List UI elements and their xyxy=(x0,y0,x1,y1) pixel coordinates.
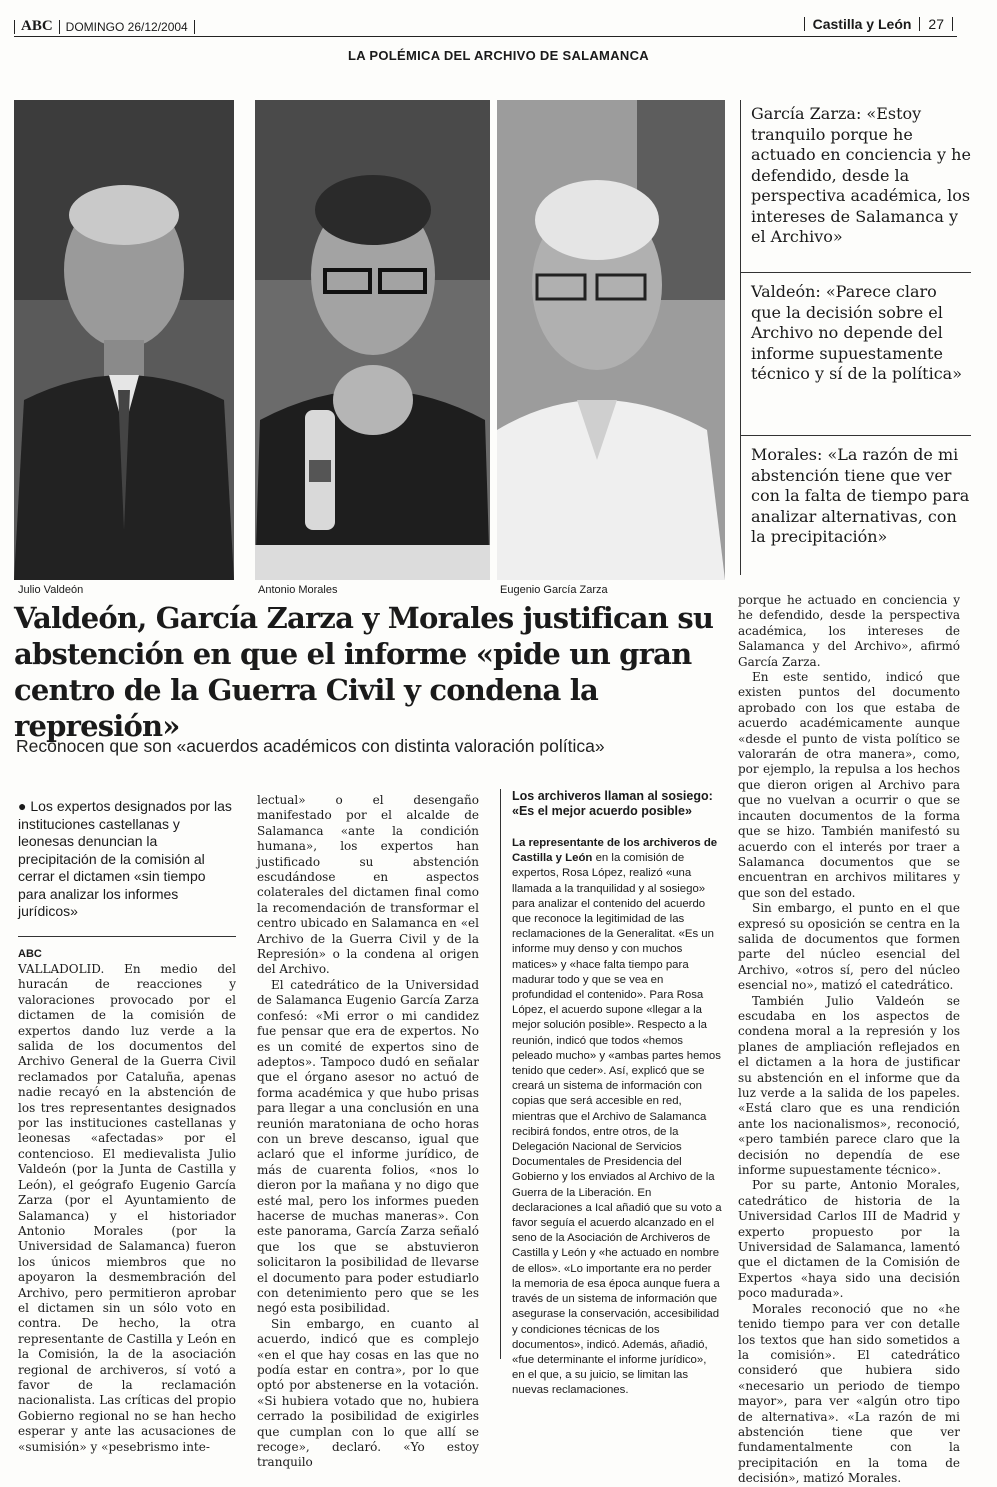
divider xyxy=(59,20,60,34)
paragraph: Morales reconoció que no «he tenido tiempo para ver con detalle los textos que han sido sometidos a la comisión». El catedrático consideró que hubiera sido «necesario un periodo de tiempo mayor», para ver «algún otro tipo de alternativa». «La razón de mi abstención tiene que ver fundamentalmente con la precipitación en la toma de decisión», matizó Morales. xyxy=(738,1301,960,1486)
section-title: LA POLÉMICA DEL ARCHIVO DE SALAMANCA xyxy=(348,48,649,63)
byline: ABC xyxy=(18,948,42,960)
divider xyxy=(14,20,15,34)
divider xyxy=(194,20,195,34)
pull-quote: Valdeón: «Parece claro que la decisión sobre el Archivo no depende del informe supuestamente técnico y sí de la política» xyxy=(751,282,962,383)
sidebar-title xyxy=(512,789,720,819)
paragraph: VALLADOLID. En medio del huracán de reacciones y valoraciones provocado por el dictamen de la comisión de expertos dando luz verde a la salida de los documentos del Archivo General de la Guerra Civil reclamados por Cataluña, apenas nadie recayó en la abstención de los tres representantes designados por las instituciones castellanas y leonesas «afectadas» por el contencioso. El medievalista Julio Valdeón (por la Junta de Castilla y León), el geógrafo Eugenio García Zarza (por el Ayuntamiento de Salamanca) y el historiador Antonio Morales (por la Universidad de Salamanca) fueron los únicos miembros que no apoyaron la desmembración del Archivo, pero permitieron aprobar el dictamen sin un sólo voto en contra. De hecho, la otra representante de Castilla y León en la Comisión, la de la asociación regional de archiveros, sí votó a favor de la reclamación nacionalista. Las críticas del propio Gobierno regional no se han hecho esperar y ante las acusaciones de «sumisión» y «pesebrismo inte- xyxy=(18,962,236,1454)
subheadline: Reconocen que son «acuerdos académicos con distinta valoración política» xyxy=(16,736,605,756)
photo-caption: Julio Valdeón xyxy=(18,584,84,596)
photo-antonio-morales xyxy=(255,100,490,580)
paragraph: Sin embargo, el punto en el que expresó su oposición se centra en la salida de documentos que formen parte del núcleo esencial del Archivo, «otros sí, pero del núcleo esencial no», matizó el catedrático. xyxy=(738,901,960,993)
paragraph: porque he actuado en conciencia y he defendido, desde la perspectiva académica, los intereses de Salamanca y del Archivo», afirmó García Zarza. xyxy=(738,593,960,669)
divider xyxy=(804,17,805,31)
page-header-left xyxy=(14,18,195,35)
newspaper-logo: ABC xyxy=(21,18,53,34)
paragraph: Por su parte, Antonio Morales, catedrático de historia de la Universidad Carlos III de Madrid y experto propuesto por la Universidad de Salamanca, lamentó que el dictamen de la Comisión de Expertos «haya sido una decisión poco madurada». xyxy=(738,1178,960,1301)
sidebar-text: en la comisión de expertos, Rosa López, realizó «una llamada a la tranquilidad y al sosiego» para analizar el contenido del acuerdo que reconoce la legitimidad de las reclamaciones de la Generalitat. «Es un informe muy denso y con muchos matices» y «hace falta tiempo para madurar todo y que se vea en profundidad el contenido». Para Rosa López, el acuerdo supone «llegar a la mejor solución posible». Respecto a la reunión, indicó que todos «hemos peleado mucho» y «ambas partes hemos tenido que ceder». Así, explicó que se creará un sistema de información con copias que será accesible en red, mientras que el Archivo de Salamanca recibirá fondos, entre otros, de la Delegación Nacional de Servicios Documentales de Presidencia del Gobierno y los enviados al Archivo de la Guerra de la Liberación. En declaraciones a Ical añadió que su voto a favor seguía el acuerdo alcanzado en el seno de la Asociación de Archiveros de Castilla y León y «he actuado en nombre de ellos». «Lo importante era no perder la memoria de esa época aunque fuera a través de un sistema de información que asegurase la conservación, accesibilidad y condiciones técnicas de los documentos», indicó. Además, añadió, «fue determinante el informe jurídico», en el que, a su juicio, se limitan las nuevas reclamaciones. xyxy=(512,852,722,1397)
photo-caption: Antonio Morales xyxy=(258,584,338,596)
pull-quote: Morales: «La razón de mi abstención tiene que ver con la falta de tiempo para analizar alternativas, con la precipitación» xyxy=(751,445,970,546)
photo-eugenio-garcia-zarza xyxy=(497,100,725,580)
page-number: 27 xyxy=(928,16,944,32)
paragraph: También Julio Valdeón se escudaba en los aspectos de condena moral a la represión y los planes de ampliación reflejados en el dictamen a la hora de justificar su abstención en el informe que da luz verde a la salida de los papeles. «Está claro que es una rendición ante los nacionalismos», reconoció, «pero también parece claro que la decisión no dependía de ese informe supuestamente técnico». xyxy=(738,993,960,1178)
sidebar-body xyxy=(512,836,722,1399)
sidebar-title-line: Los archiveros llaman al sosiego: xyxy=(512,789,713,803)
page-header-right xyxy=(804,16,953,32)
article-lead xyxy=(18,798,236,921)
quote-divider xyxy=(741,435,971,436)
article-column-1 xyxy=(18,962,236,1455)
header-rule xyxy=(14,36,957,37)
paragraph: El catedrático de la Universidad de Salamanca Eugenio García Zarza confesó: «Mi error o mi candidez fue pensar que era de expertos. No es un comité de expertos sino de adeptos». Tampoco dudó en señalar que el órgano asesor no actuó de forma académica y que hubo prisas para llegar a una conclusión en una reunión maratoniana de ocho horas con un breve descanso, igual que aclaró que el informe jurídico, de más de cuarenta folios, «nos lo dieron por la mañana y no digo que esté mal, pero los informes pueden hacerse de muchas maneras». Con este panorama, García Zarza señaló que los que se abstuvieron solicitaron la posibilidad de llevarse el documento para poder estudiarlo con detenimiento pero que se les negó esta posibilidad. xyxy=(257,977,479,1316)
divider xyxy=(952,17,953,31)
quote-divider xyxy=(741,272,971,273)
sidebar-lead: La representante de los archiveros de Castilla y León xyxy=(512,837,718,865)
paragraph: Sin embargo, en cuanto al acuerdo, indicó que es complejo «en el que hay cosas en las que no podía estar en contra», por lo que optó por abstenerse en la votación. «Si hubiera votado que no, hubiera cerrado la posibilidad de exigirles que cumplan con lo que allí se recoge», declaró. «Yo estoy tranquilo xyxy=(257,1316,479,1470)
paragraph: lectual» o el desengaño manifestado por el alcalde de Salamanca «ante la condición humana», los expertos han justificado su abstención escudándose en aspectos colaterales del dictamen final como la recomendación de transformar el centro ubicado en Salamanca en «el Archivo de la Guerra Civil y de la Represión» o la condena al origen del Archivo. xyxy=(257,793,479,977)
photo-caption: Eugenio García Zarza xyxy=(500,584,608,596)
article-column-4 xyxy=(738,593,960,1487)
article-column-2 xyxy=(257,793,479,1471)
section-name: Castilla y León xyxy=(812,16,912,32)
sidebar-title-line: «Es el mejor acuerdo posible» xyxy=(512,804,692,818)
pull-quote: García Zarza: «Estoy tranquilo porque he actuado en conciencia y he defendido, desde la perspectiva académica, los intereses de Salamanca y el Archivo» xyxy=(751,104,971,246)
bullet-icon: ● xyxy=(18,798,31,814)
lead-rule xyxy=(18,936,236,937)
photo-julio-valdeon xyxy=(14,100,234,580)
divider xyxy=(919,17,920,31)
pull-quotes xyxy=(740,100,976,575)
headline: Valdeón, García Zarza y Morales justifican su abstención en que el informe «pide un gran centro de la Guerra Civil y condena la represión» xyxy=(14,601,714,743)
paragraph: En este sentido, indicó que existen puntos del documento aprobado con los que estaba de acuerdo académicamente aunque «desde el punto de vista político se valorarán de otra manera», como, por ejemplo, la repulsa a los hechos que dieron origen al Archivo para que no vuelvan a ocurrir o que se incauten documentos de la forma que se hizo. También manifestó su acuerdo con el interés por traer a Salamanca documentos que se encuentran en archivos militares y que son del estado. xyxy=(738,670,960,900)
issue-date: DOMINGO 26/12/2004 xyxy=(65,19,188,34)
sidebar-rule xyxy=(500,789,501,1359)
lead-text: Los expertos designados por las instituciones castellanas y leonesas denuncian la precipitación de la comisión al cerrar el dictamen «sin tiempo para analizar los informes jurídicos» xyxy=(18,798,232,919)
